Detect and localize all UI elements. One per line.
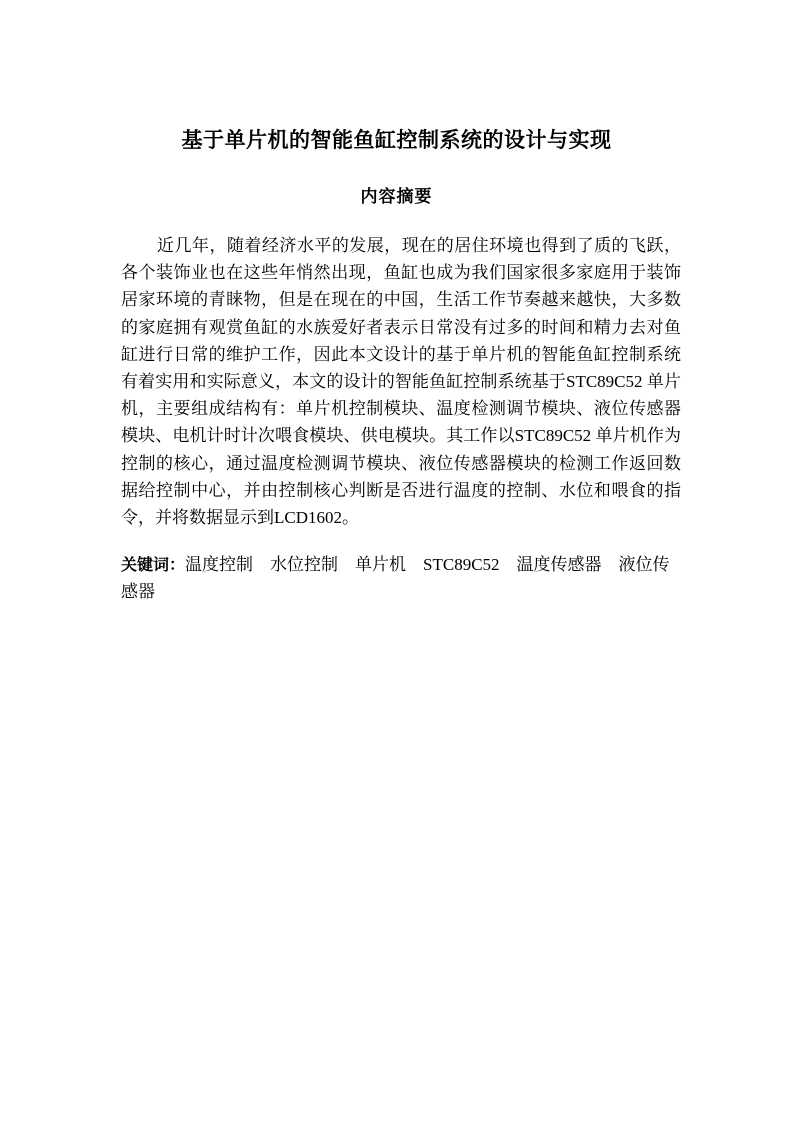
keyword-item: 温度传感器 <box>516 555 602 574</box>
keywords-section <box>121 551 681 605</box>
keywords-label: 关键词： <box>121 555 186 574</box>
abstract-heading: 内容摘要 <box>360 187 433 207</box>
keyword-item: 单片机 <box>355 555 407 574</box>
keyword-item: STC89C52 <box>423 555 500 574</box>
page-title: 基于单片机的智能鱼缸控制系统的设计与实现 <box>181 128 612 152</box>
keyword-list <box>121 555 670 601</box>
keyword-item: 水位控制 <box>270 555 339 574</box>
keyword-item: 液位传感器 <box>121 555 670 602</box>
keyword-item: 温度控制 <box>185 555 254 574</box>
abstract-body: 近几年，随着经济水平的发展，现在的居住环境也得到了质的飞跃，各个装饰业也在这些年悄然出现，鱼缸也成为我们国家很多家庭用于装饰居家环境的青睐物，但是在现在的中国，生活工作节奏越来越快，大多数的家庭拥有观赏鱼缸的水族爱好者表示日常没有过多的时间和精力去对鱼缸进行日常的维护工作，因此本文设计的基于单片机的智能鱼缸控制系统有着实用和实际意义，本文的设计的智能鱼缸控制系统基于STC89C52 单片机，主要组成结构有：单片机控制模块、温度检测调节模块、液位传感器模块、电机计时计次喂食模块、供电模块。其工作以STC89C52 单片机作为控制的核心，通过温度检测调节模块、液位传感器模块的检测工作返回数据给控制中心，并由控制核心判断是否进行温度的控制、水位和喂食的指令，并将数据显示到LCD1602。 <box>121 236 681 528</box>
